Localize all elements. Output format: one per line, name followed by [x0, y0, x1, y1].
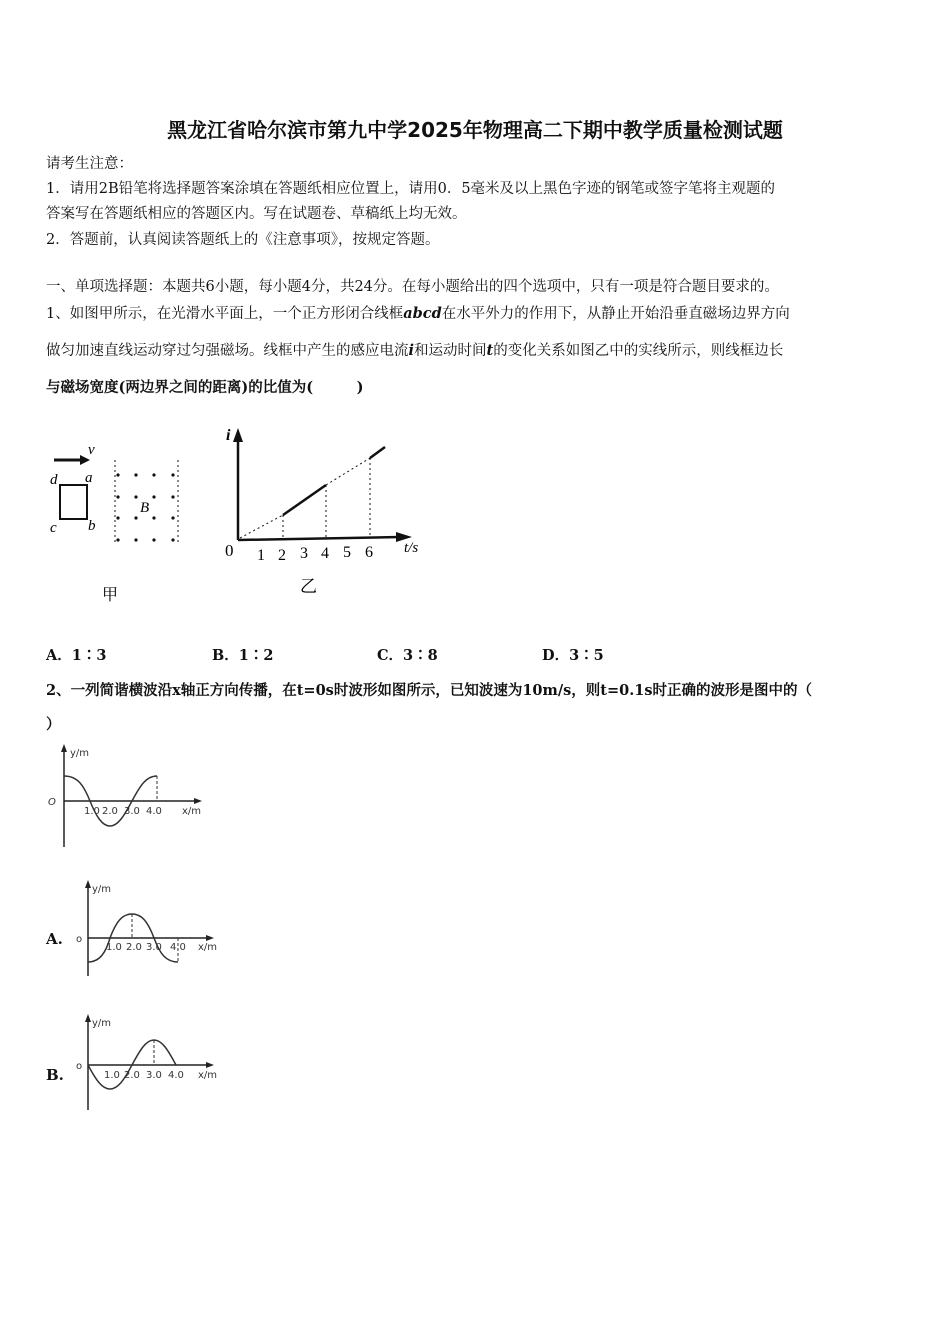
- tick-label: 3: [300, 545, 308, 562]
- q2-line-1: 2、一列简谐横波沿x轴正方向传播，在t=0s时波形如图所示，已知波速为10m/s，则t=0.1s时正确的波形是图中的（: [46, 682, 813, 699]
- figure-jia: [40, 430, 200, 610]
- tick-label: 2.0: [102, 806, 118, 817]
- q1-line-3: 与磁场宽度(两边界之间的距离)的比值为( ): [46, 379, 364, 396]
- x-label: x/m: [198, 942, 218, 953]
- tick-label: 1.0: [104, 1070, 120, 1081]
- y-label: y/m: [92, 1018, 112, 1029]
- x-label: x/m: [198, 1070, 218, 1081]
- option-b[interactable]: B．1∶2: [212, 647, 274, 664]
- origin-label: o: [76, 934, 83, 945]
- tick-label: 4.0: [170, 942, 186, 953]
- tick-label: 1.0: [106, 942, 122, 953]
- solid-line: [283, 485, 326, 515]
- q1-var: t: [486, 342, 494, 359]
- origin-label: O: [48, 797, 56, 808]
- tick-label: 1: [257, 547, 265, 564]
- notice-item-2: 2．答题前，认真阅读答题纸上的《注意事项》，按规定答题。: [46, 232, 440, 248]
- q1-text: 做匀加速直线运动穿过匀强磁场。线框中产生的感应电流: [46, 343, 409, 359]
- q2-option-b-label[interactable]: B.: [46, 1066, 64, 1084]
- q1-text: 在水平外力的作用下，从静止开始沿垂直磁场边界方向: [441, 306, 790, 322]
- label-d: d: [50, 472, 58, 488]
- tick-label: 4.0: [146, 806, 162, 817]
- tick-label: 6: [365, 544, 373, 561]
- notice-item-1: 1．请用2B铅笔将选择题答案涂填在答题纸相应位置上，请用0．5毫米及以上黑色字迹的钢笔或签字笔将主观题的: [46, 181, 776, 197]
- q1-text: 和运动时间: [414, 343, 487, 359]
- y-arrow-icon: [61, 744, 67, 752]
- x-arrow-icon: [206, 935, 214, 941]
- notice-item-1-cont: 答案写在答题纸相应的答题区内。写在试题卷、草稿纸上均无效。: [46, 206, 467, 222]
- option-d[interactable]: D．3∶5: [542, 647, 604, 664]
- label-v: v: [88, 442, 95, 458]
- y-label: i: [226, 427, 231, 444]
- y-arrow-icon: [85, 1014, 91, 1022]
- tick-label: 2.0: [126, 942, 142, 953]
- x-arrow-icon: [206, 1062, 214, 1068]
- tick-label: 3.0: [124, 806, 140, 817]
- wave-option-b[interactable]: [70, 1012, 230, 1112]
- x-label: x/m: [182, 806, 202, 817]
- y-arrow-icon: [85, 880, 91, 888]
- tick-label: 3.0: [146, 1070, 162, 1081]
- q1-var: i: [408, 342, 415, 359]
- label-b: b: [88, 518, 96, 534]
- label-c: c: [50, 520, 57, 536]
- q1-var: abcd: [403, 305, 442, 322]
- dotted-line: [240, 515, 283, 538]
- origin-label: 0: [225, 541, 234, 560]
- dotted-line: [326, 458, 370, 485]
- tick-label: 3.0: [146, 942, 162, 953]
- label-a: a: [85, 470, 93, 486]
- caption-jia: 甲: [102, 587, 119, 604]
- tick-label: 4.0: [168, 1070, 184, 1081]
- figure-yi: [220, 420, 430, 600]
- q2-line-2: ）: [46, 716, 61, 733]
- y-label: y/m: [92, 884, 112, 895]
- tick-label: 4: [321, 545, 329, 562]
- q1-text: 的变化关系如图乙中的实线所示，则线框边长: [493, 343, 784, 359]
- q1-line-1: [46, 302, 790, 323]
- label-B: B: [140, 500, 150, 516]
- q2-option-a-label[interactable]: A.: [46, 930, 63, 948]
- wire-frame: [60, 485, 87, 519]
- notice-heading: 请考生注意：: [46, 156, 133, 172]
- caption-yi: 乙: [300, 577, 317, 596]
- option-c[interactable]: C．3∶8: [377, 647, 438, 664]
- solid-line: [370, 447, 385, 458]
- y-arrow-icon: [233, 428, 243, 442]
- option-a[interactable]: A．1∶3: [46, 647, 107, 664]
- x-axis: [238, 537, 400, 540]
- exam-title: 黑龙江省哈尔滨市第九中学2025年物理高二下期中教学质量检测试题: [167, 118, 783, 142]
- y-label: y/m: [70, 748, 90, 759]
- x-label: t/s: [404, 540, 419, 556]
- x-arrow-icon: [194, 798, 202, 804]
- origin-label: o: [76, 1061, 83, 1072]
- q1-line-2: [46, 339, 783, 360]
- wave-graph-t0: [40, 742, 210, 852]
- tick-label: 1.0: [84, 806, 100, 817]
- tick-label: 2: [278, 547, 286, 564]
- section-heading: 一、单项选择题：本题共6小题，每小题4分，共24分。在每小题给出的四个选项中，只有一项是符合题目要求的。: [46, 279, 779, 295]
- tick-label: 2.0: [124, 1070, 140, 1081]
- wave-option-a[interactable]: [70, 878, 230, 978]
- tick-label: 5: [343, 544, 351, 561]
- q1-text: 1、如图甲所示，在光滑水平面上，一个正方形闭合线框: [46, 306, 404, 322]
